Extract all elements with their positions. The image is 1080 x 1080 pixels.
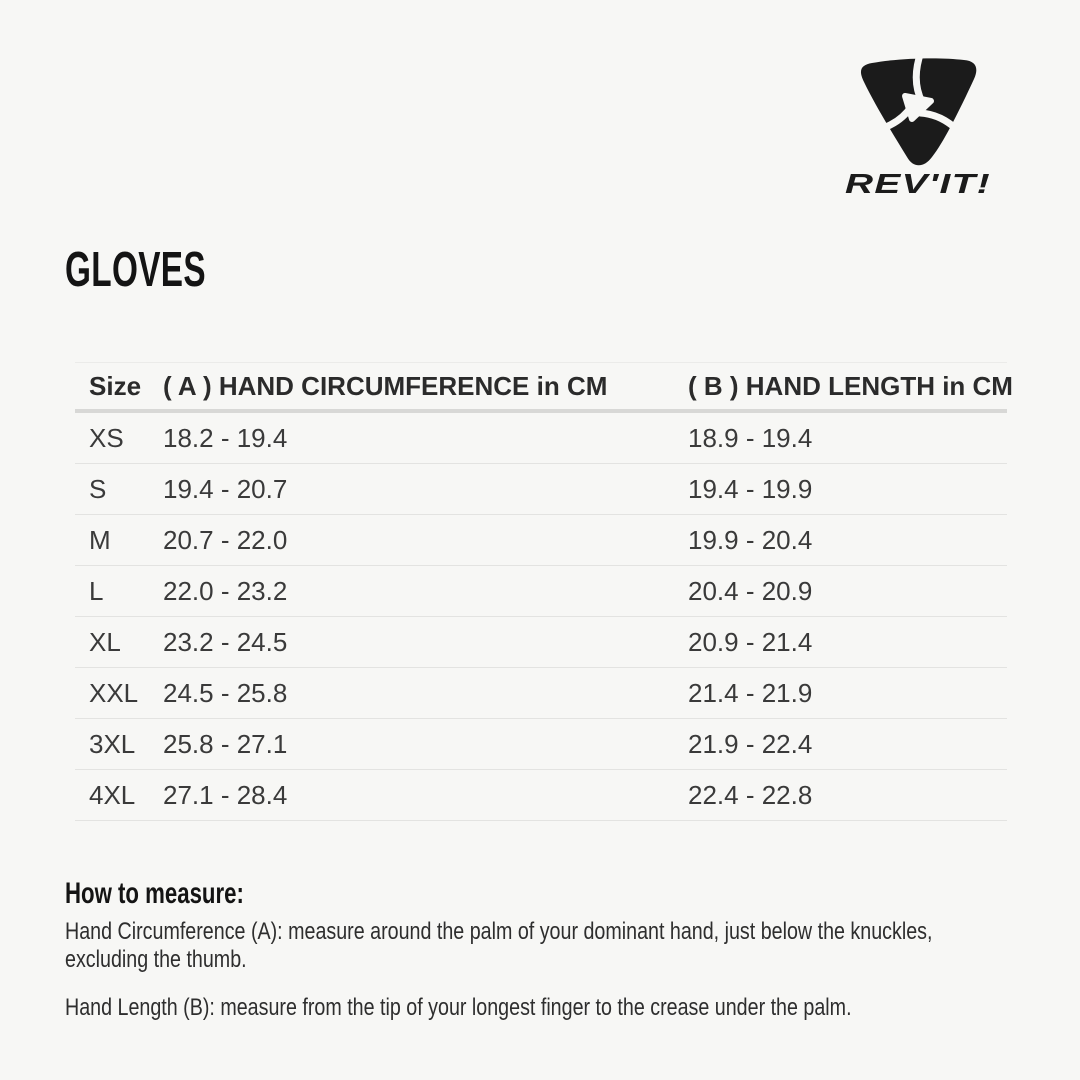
hand-circumference-cell: 23.2 - 24.5 (163, 626, 288, 657)
size-cell: 4XL (89, 779, 136, 810)
instruction-line: Hand Circumference (A): measure around the palm of your dominant hand, just below the knuckles, (65, 918, 933, 945)
how-to-measure-text (65, 918, 1080, 1022)
column-header-hand-circumference: ( A ) HAND CIRCUMFERENCE in CM (163, 370, 608, 401)
revit-logo (843, 50, 993, 198)
revit-shield-icon (861, 52, 976, 165)
hand-circumference-cell: 18.2 - 19.4 (163, 422, 288, 453)
revit-logo-wordmark: REV'IT! (845, 168, 991, 198)
size-cell: XL (89, 626, 121, 657)
size-cell: S (89, 473, 107, 504)
instruction-line: Hand Length (B): measure from the tip of your longest finger to the crease under the palm. (65, 994, 852, 1021)
page-title: GLOVES (65, 243, 206, 297)
table-row (75, 515, 1007, 566)
hand-circumference-cell: 20.7 - 22.0 (163, 524, 288, 555)
table-row (75, 413, 1007, 464)
table-row (75, 668, 1007, 719)
table-row (75, 617, 1007, 668)
hand-length-cell: 21.9 - 22.4 (688, 728, 813, 759)
column-header-hand-length: ( B ) HAND LENGTH in CM (688, 370, 1013, 401)
hand-length-cell: 21.4 - 21.9 (688, 677, 813, 708)
column-header-size: Size (89, 370, 142, 401)
table-row (75, 719, 1007, 770)
table-row (75, 464, 1007, 515)
hand-length-cell: 19.9 - 20.4 (688, 524, 813, 555)
hand-circumference-cell: 24.5 - 25.8 (163, 677, 288, 708)
hand-length-instructions (65, 994, 1080, 1022)
table-row (75, 770, 1007, 821)
hand-length-cell: 22.4 - 22.8 (688, 779, 813, 810)
table-row (75, 566, 1007, 617)
hand-length-cell: 20.9 - 21.4 (688, 626, 813, 657)
hand-circumference-cell: 27.1 - 28.4 (163, 779, 288, 810)
hand-length-cell: 19.4 - 19.9 (688, 473, 813, 504)
hand-length-cell: 18.9 - 19.4 (688, 422, 813, 453)
hand-length-cell: 20.4 - 20.9 (688, 575, 813, 606)
hand-circumference-cell: 25.8 - 27.1 (163, 728, 288, 759)
hand-circumference-instructions (65, 918, 1080, 974)
size-cell: XS (89, 422, 124, 453)
size-cell: M (89, 524, 111, 555)
hand-circumference-cell: 19.4 - 20.7 (163, 473, 288, 504)
hand-circumference-cell: 22.0 - 23.2 (163, 575, 288, 606)
size-cell: XXL (89, 677, 139, 708)
size-chart-table (75, 362, 1013, 821)
instruction-line: excluding the thumb. (65, 946, 247, 973)
how-to-measure-heading: How to measure: (65, 877, 244, 910)
size-cell: L (89, 575, 104, 606)
table-header-row (75, 363, 1013, 413)
size-cell: 3XL (89, 728, 136, 759)
